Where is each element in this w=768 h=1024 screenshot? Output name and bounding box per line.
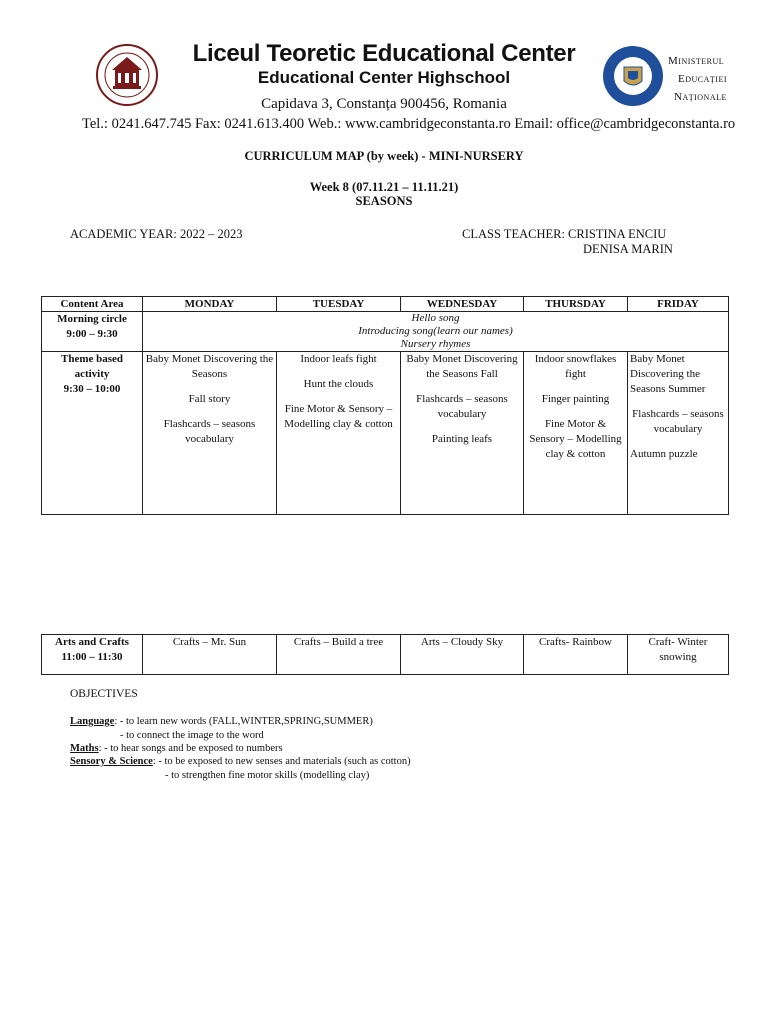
theme-label-title: Theme based (60, 353, 124, 365)
header-content-area: Content Area (42, 297, 143, 312)
table-row-theme (42, 352, 729, 515)
objective-maths (70, 743, 283, 754)
thursday-arts-cell: Crafts- Rainbow (524, 635, 628, 675)
class-teacher: CLASS TEACHER: CRISTINA ENCIU (462, 227, 667, 241)
header-monday: MONDAY (143, 297, 277, 312)
activity-item: Fine Motor & Sensory – Modelling clay & cotton (284, 403, 393, 430)
header-friday: FRIDAY (628, 297, 729, 312)
arts-crafts-table (41, 634, 729, 675)
activity-item: Fine Motor & Sensory – Modelling clay & cotton (529, 418, 622, 460)
maths-text: : - to hear songs and be exposed to numbers (98, 743, 283, 754)
week-label: Week 8 (07.11.21 – 11.11.21) (309, 180, 459, 194)
header-wednesday: WEDNESDAY (401, 297, 524, 312)
document-title: CURRICULUM MAP (by week) - MINI-NURSERY (244, 149, 524, 163)
sensory-label: Sensory & Science (70, 756, 153, 767)
objectives-heading: OBJECTIVES (70, 688, 138, 700)
activity-item: Painting leafs (431, 433, 493, 445)
arts-crafts-label (42, 635, 143, 675)
tuesday-arts-cell: Crafts – Build a tree (277, 635, 401, 675)
header-tuesday: TUESDAY (277, 297, 401, 312)
theme-label-time: 9:30 – 10:00 (63, 383, 121, 395)
class-teacher-2: DENISA MARIN (583, 242, 673, 256)
school-name: Liceul Teoretic Educational Center (192, 40, 576, 67)
activity-item: Autumn puzzle (630, 448, 698, 460)
morning-circle-label (42, 312, 143, 352)
language-text: : - to learn new words (FALL,WINTER,SPRING,SUMMER) (114, 716, 373, 727)
activity-item: Flashcards – seasons vocabulary (416, 393, 508, 420)
theme-activity-label (42, 352, 143, 515)
activity-item: Fall story (188, 393, 231, 405)
table-row-arts (42, 635, 729, 675)
activity-item: Indoor leafs fight (300, 353, 377, 365)
activity-item: Baby Monet Discovering the Seasons (145, 353, 274, 380)
theme-label: SEASONS (355, 194, 413, 208)
maths-label: Maths (70, 743, 99, 754)
table-header-row (42, 297, 729, 312)
header-thursday: THURSDAY (524, 297, 628, 312)
ministry-line-1: Ministerul (668, 55, 725, 67)
friday-arts-cell: Craft- Winter snowing (628, 635, 729, 675)
objective-language (70, 716, 373, 727)
monday-arts-cell: Crafts – Mr. Sun (143, 635, 277, 675)
sensory-text: : - to be exposed to new senses and materials (such as cotton) (152, 756, 411, 767)
wednesday-theme-cell (401, 352, 524, 515)
friday-theme-cell (628, 352, 729, 515)
activity-item: Baby Monet Discovering the Seasons Fall (406, 353, 518, 380)
ministry-line-3: Naționale (674, 91, 727, 103)
arts-label-title: Arts and Crafts (55, 636, 129, 648)
theme-label-title-2: activity (74, 368, 110, 380)
morning-line: Hello song (411, 312, 460, 324)
school-subtitle: Educational Center Highschool (257, 68, 511, 87)
objective-language-2: - to connect the image to the word (120, 730, 264, 741)
morning-circle-content (143, 312, 729, 352)
language-label: Language (70, 716, 115, 727)
morning-label-title: Morning circle (57, 313, 127, 325)
school-address: Capidava 3, Constanța 900456, Romania (261, 96, 507, 112)
table-row-morning (42, 312, 729, 352)
arts-label-time: 11:00 – 11:30 (61, 651, 123, 663)
activity-item: Flashcards – seasons vocabulary (632, 408, 724, 435)
morning-line: Introducing song(learn our names) (358, 325, 513, 337)
wednesday-arts-cell: Arts – Cloudy Sky (401, 635, 524, 675)
morning-label-time: 9:00 – 9:30 (66, 328, 118, 340)
tuesday-theme-cell (277, 352, 401, 515)
objective-sensory-2: - to strengthen fine motor skills (modelling clay) (165, 770, 370, 781)
morning-line: Nursery rhymes (400, 338, 471, 350)
objective-sensory (70, 756, 411, 767)
activity-item: Baby Monet Discovering the Seasons Summer (630, 353, 706, 395)
thursday-theme-cell (524, 352, 628, 515)
ministry-line-2: Educației (678, 73, 727, 85)
curriculum-table (41, 296, 729, 515)
activity-item: Finger painting (541, 393, 610, 405)
monday-theme-cell (143, 352, 277, 515)
activity-item: Flashcards – seasons vocabulary (163, 418, 256, 445)
academic-year: ACADEMIC YEAR: 2022 – 2023 (70, 227, 243, 241)
activity-item: Hunt the clouds (303, 378, 374, 390)
activity-item: Indoor snowflakes fight (534, 353, 617, 380)
school-contacts: Tel.: 0241.647.745 Fax: 0241.613.400 Web.: www.cambridgeconstanta.ro Email: office@cambridgeconstanta.ro (82, 116, 736, 132)
